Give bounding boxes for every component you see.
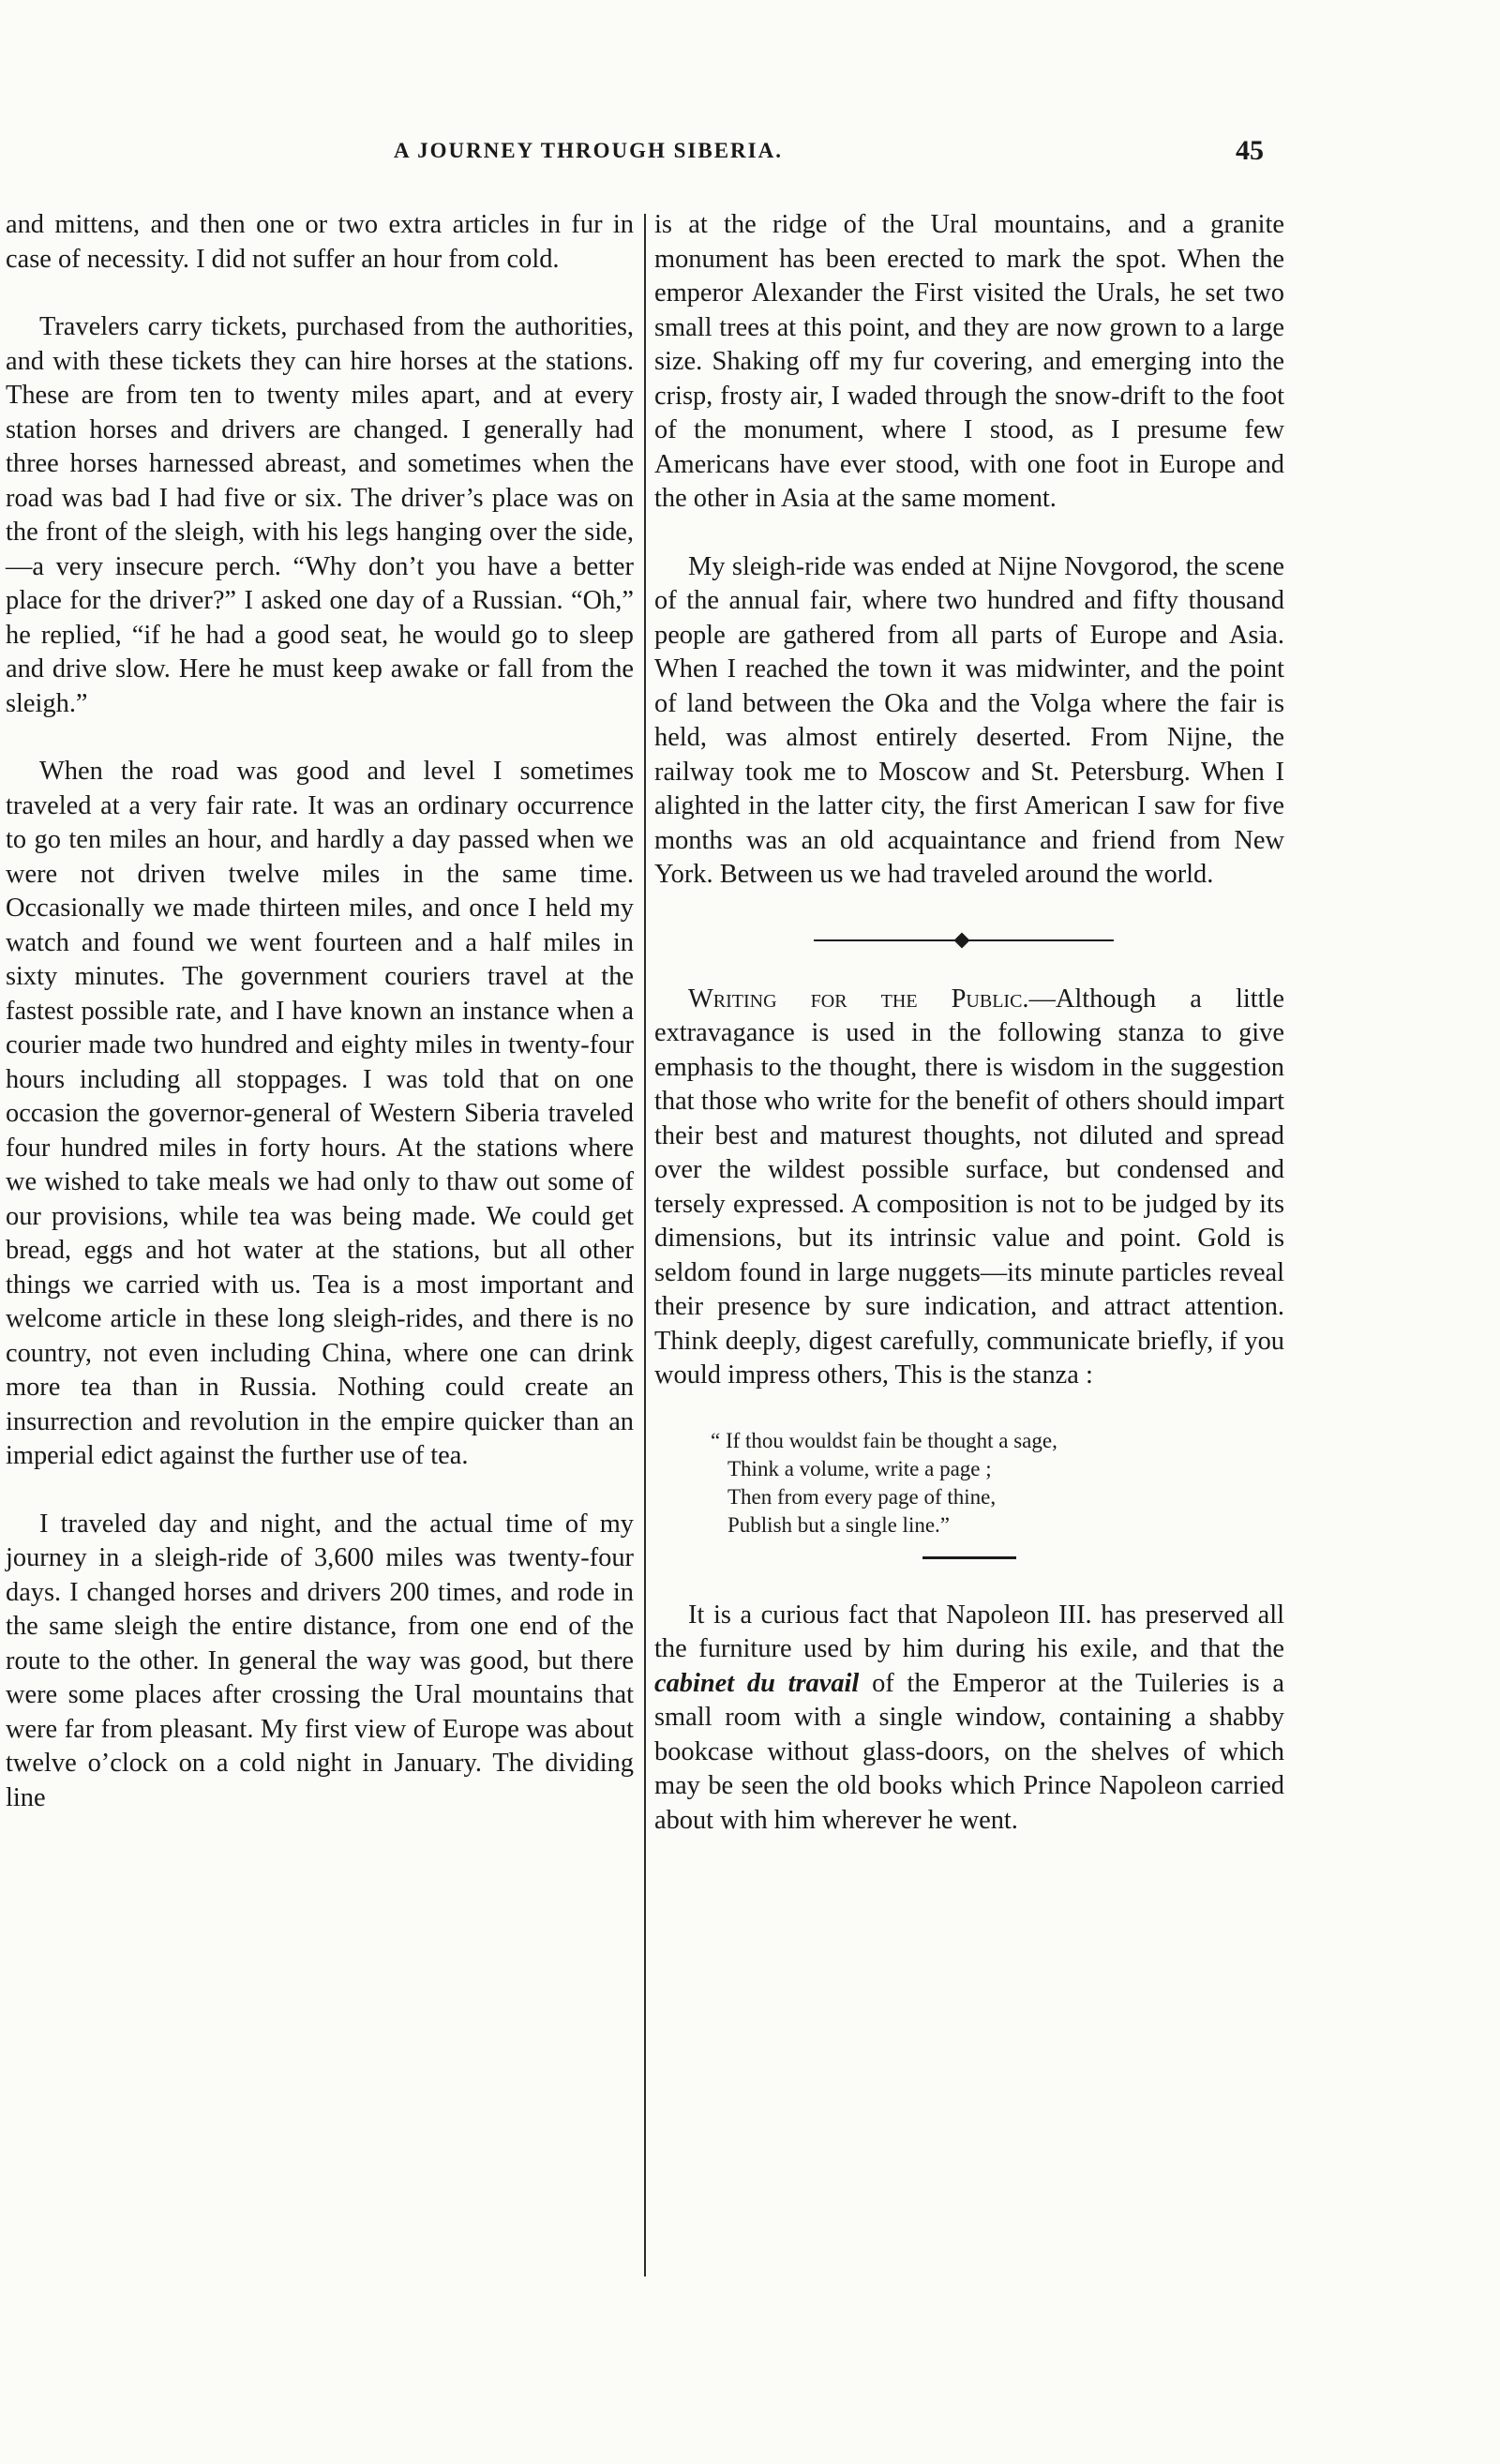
stanza-line: Then from every page of thine, [728, 1484, 997, 1509]
writing-heading: Writing for the Public. [688, 984, 1029, 1014]
writing-paragraph [654, 983, 1284, 1393]
writing-body: —Although a little extravagance is used in the following stanza to give emphasis to the thought, there is wisdom in the suggestion that those who write for the benefit of others should impart their best and maturest thoughts, not diluted and spread over the wildest possible surface, but condensed and tersely expressed. A composition is not to be judged by its dimensions, but its intrinsic value and point. Gold is seldom found in large nuggets—its minute particles reveal their presence by sure indication, and attract attention. Think deeply, digest carefully, communicate briefly, if you would impress others, This is the stanza : [654, 984, 1284, 1390]
stanza-line: Think a volume, write a page ; [728, 1456, 992, 1480]
napoleon-text-end: of the Emperor at the Tuileries is a small room with a single window, containing a shabby bookcase without glass-doors, on the shelves of which may be seen the old books which Prince Napoleon carried about with him wherever he went. [654, 1668, 1284, 1835]
napoleon-italic: cabinet du travail [654, 1668, 860, 1698]
napoleon-text: It is a curious fact that Napoleon III. has preserved all the furniture used by him during his exile, and that the [654, 1600, 1284, 1663]
running-head [0, 135, 1500, 176]
column-rule [644, 214, 646, 2276]
right-column [654, 208, 1284, 1871]
paragraph: and mittens, and then one or two extra articles in fur in case of necessity. I did not suffer an hour from cold. [6, 210, 634, 274]
section-ornament [654, 926, 1284, 954]
running-title: A JOURNEY THROUGH SIBERIA. [394, 139, 783, 162]
paragraph: I traveled day and night, and the actual time of my journey in a sleigh-ride of 3,600 miles was twenty-four days. I changed horses and drivers 200 times, and rode in the same sleigh the entire distance, from one end of the route to the other. In general the way was good, but there were some places after crossing the Ural mountains that were far from pleasant. My first view of Europe was about twelve o’clock on a cold night in January. The dividing line [6, 1509, 634, 1812]
stanza [711, 1427, 1284, 1540]
section-rule [922, 1556, 1016, 1559]
paragraph: Travelers carry tickets, purchased from the authorities, and with these tickets they can hire horses at the stations. These are from ten to twenty miles apart, and at every station horses and drivers are changed. I generally had three horses harnessed abreast, and sometimes when the road was bad I had five or six. The driver’s place was on the front of the sleigh, with his legs hanging over the side,—a very insecure perch. “Why don’t you have a better place for the driver?” I asked one day of a Russian. “Oh,” he replied, “if he had a good seat, he would go to sleep and drive slow. Here he must keep awake or fall from the sleigh.” [6, 312, 634, 718]
ornament-diamond [954, 932, 970, 948]
page-number: 45 [1236, 135, 1264, 166]
paragraph: When the road was good and level I sometimes traveled at a very fair rate. It was an ordinary occurrence to go ten miles an hour, and hardly a day passed when we were not driven twelve miles in the same time. Occasionally we made thirteen miles, and once I held my watch and found we went fourteen and a half miles in sixty minutes. The government couriers travel at the fastest possible rate, and I have known an instance when a courier made two hundred and eighty miles in twenty-four hours including all stoppages. I was told that on one occasion the governor-general of Western Siberia traveled four hundred miles in forty hours. At the stations where we wished to take meals we had only to thaw out some of our provisions, while tea was being made. We could get bread, eggs and hot water at the stations, but all other things we carried with us. Tea is a most important and welcome article in these long sleigh-rides, and there is no country, not even including China, where one can drink more tea than in Russia. Nothing could create an insurrection and revolution in the empire quicker than an imperial edict against the further use of tea. [6, 757, 634, 1470]
napoleon-paragraph [654, 1599, 1284, 1839]
stanza-line: “ If thou wouldst fain be thought a sage, [711, 1428, 1058, 1452]
left-column [6, 208, 634, 1849]
paragraph: is at the ridge of the Ural mountains, and a granite monument has been erected to mark the spot. When the emperor Alexander the First visited the Urals, he set two small trees at this point, and they are now grown to a large size. Shaking off my fur covering, and emerging into the crisp, frosty air, I waded through the snow-drift to the foot of the monument, where I stood, as I presume few Americans have ever stood, with one foot in Europe and the other in Asia at the same moment. [654, 210, 1284, 513]
paragraph: My sleigh-ride was ended at Nijne Novgorod, the scene of the annual fair, where two hundred and fifty thousand people are gathered from all parts of Europe and Asia. When I reached the town it was midwinter, and the point of land between the Oka and the Volga where the fair is held, was almost entirely deserted. From Nijne, the railway took me to Moscow and St. Petersburg. When I alighted in the latter city, the first American I saw for five months was an old acquaintance and friend from New York. Between us we had traveled around the world. [654, 551, 1284, 889]
stanza-line: Publish but a single line.” [728, 1512, 951, 1537]
